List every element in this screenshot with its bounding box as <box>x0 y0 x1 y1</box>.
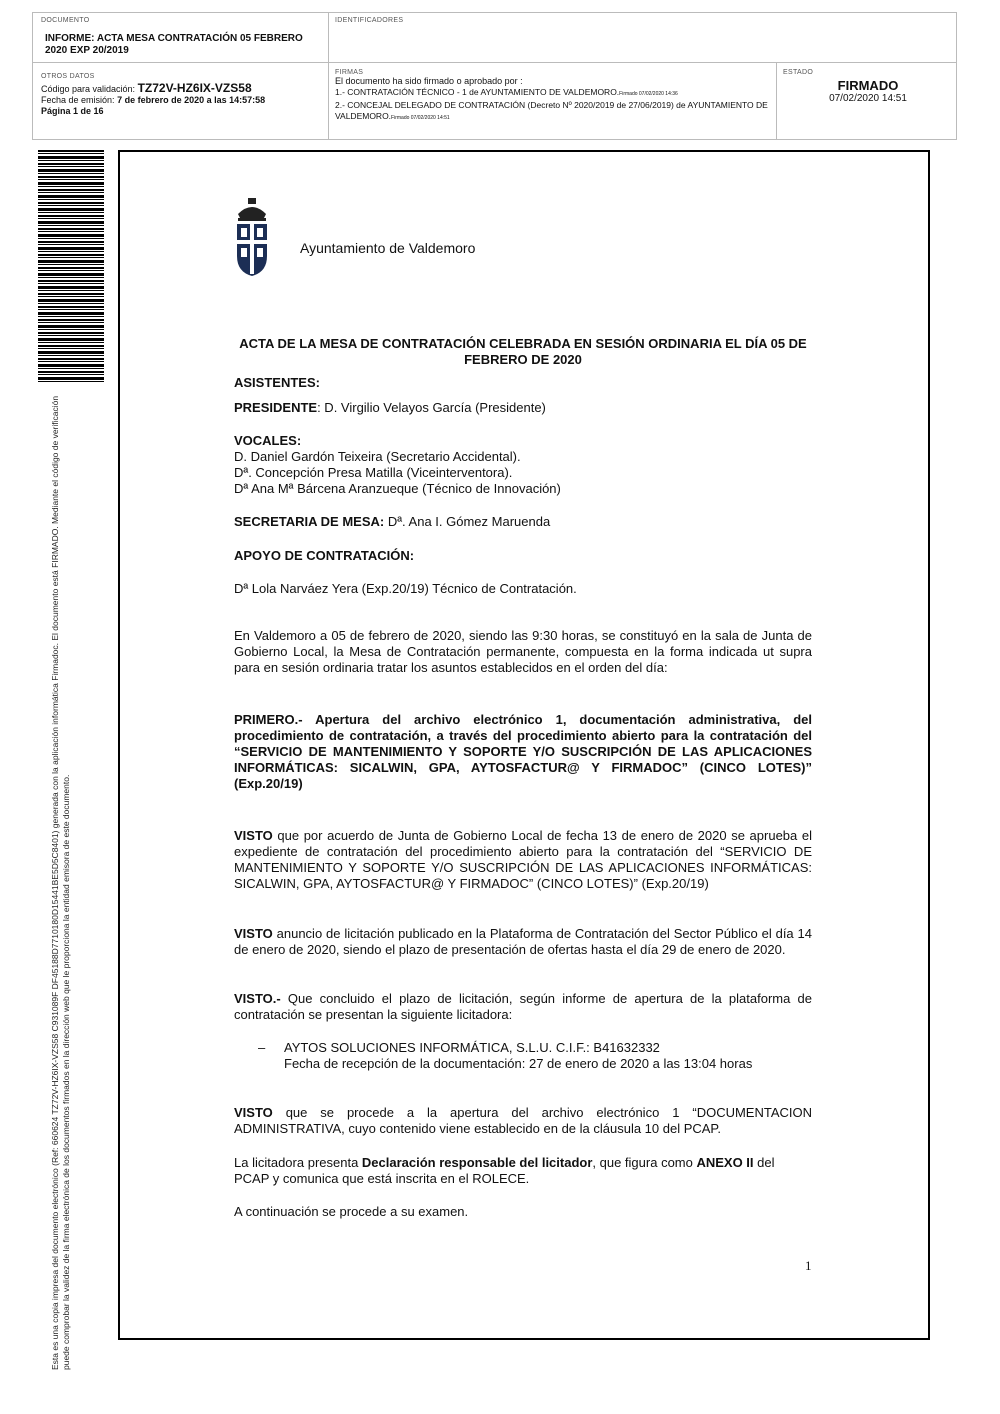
licitadora-text-e: del PCAP y comunica que está inscrita en el ROLECE. <box>234 1155 775 1186</box>
declaracion-responsable: Declaración responsable del licitador <box>361 1155 593 1170</box>
visto-4-text: que se procede a la apertura del archivo electrónico 1 “DOCUMENTACION ADMINISTRATIVA, cuyo contenido viene establecido en de la cláusula 10 del PCAP. <box>234 1105 812 1136</box>
continuacion-line: A continuación se procede a su examen. <box>234 1204 469 1219</box>
licitadora-name: AYTOS SOLUCIONES INFORMÁTICA, S.L.U. C.I.F.: B41632332 <box>284 1040 660 1055</box>
visto-1-label: VISTO <box>234 828 273 843</box>
visto-3-paragraph <box>234 991 812 1023</box>
visto-2-label: VISTO <box>234 926 273 941</box>
document-heading: ACTA DE LA MESA DE CONTRATACIÓN CELEBRADA EN SESIÓN ORDINARIA EL DÍA 05 DE FEBRERO DE 2020 <box>239 336 807 367</box>
list-dash: – <box>258 1040 266 1055</box>
organization-name: Ayuntamiento de Valdemoro <box>300 240 476 256</box>
anexo-ii: ANEXO II <box>696 1155 754 1170</box>
document-title: INFORME: ACTA MESA CONTRATACIÓN 05 FEBRERO 2020 EXP 20/2019 <box>45 33 303 56</box>
estado-value: FIRMADO <box>837 78 899 93</box>
visto-1-text: que por acuerdo de Junta de Gobierno Local de fecha 13 de enero de 2020 se aprueba el expediente de contratación del procedimiento abierto para la contratación del “SERVICIO DE MANTENIMIENTO Y SOPORTE Y/O SUSCRIPCIÓN DE LAS APLICACIONES INFORMÁTICAS: SICALWIN, GPA, AYTOSFACTUR@ Y FIRMADOC” (CINCO LOTES)” (Exp.20/19) <box>234 828 812 891</box>
visto-3-text: Que concluido el plazo de licitación, según informe de apertura de la plataforma de contratación se presentan la siguiente licitadora: <box>234 991 812 1022</box>
licitadora-paragraph <box>234 1155 812 1187</box>
vocal-3: Dª Ana Mª Bárcena Aranzueque (Técnico de Innovación) <box>234 481 561 496</box>
codigo-prefix: Código para validación: <box>41 84 136 94</box>
visto-4-label: VISTO <box>234 1105 273 1120</box>
emission-date: 7 de febrero de 2020 a las 14:57:58 <box>117 95 266 105</box>
page-count: Página 1 de 16 <box>41 106 104 116</box>
coat-of-arms-logo <box>234 198 270 278</box>
apoyo-heading: APOYO DE CONTRATACIÓN: <box>234 548 415 563</box>
firmas-intro: El documento ha sido firmado o aprobado por : <box>335 76 523 86</box>
licitadora-fecha: Fecha de recepción de la documentación: 27 de enero de 2020 a las 13:04 horas <box>284 1056 753 1071</box>
firma-1-stamp: Firmado 07/02/2020 14:36 <box>619 91 678 97</box>
firma-2-stamp: Firmado 07/02/2020 14:51 <box>391 115 450 121</box>
intro-paragraph: En Valdemoro a 05 de febrero de 2020, siendo las 9:30 horas, se constituyó en la sala de Junta de Gobierno Local, la Mesa de Contratación permanente, compuesta en la forma indicada ut supra para en sesión ordinaria tratar los asuntos establecidos en el orden del día: <box>234 628 812 675</box>
firmas-label: FIRMAS <box>335 69 364 76</box>
visto-2-paragraph <box>234 926 812 958</box>
licitadora-text-a: La licitadora presenta <box>234 1155 362 1170</box>
primero-paragraph: PRIMERO.- Apertura del archivo electrónico 1, documentación administrativa, del procedimiento de contratación, a través del procedimiento abierto para la contratación del “SERVICIO DE MANTENIMIENTO Y SOPORTE Y/O SUSCRIPCIÓN DE LAS APLICACIONES INFORMÁTICAS: SICALWIN, GPA, AYTOSFACTUR@ Y FIRMADOC” (CINCO LOTES)” (Exp.20/19) <box>234 712 812 791</box>
apoyo-value: Dª Lola Narváez Yera (Exp.20/19) Técnico de Contratación. <box>234 581 577 596</box>
firma-1: 1.- CONTRATACIÓN TÉCNICO - 1 de AYUNTAMIENTO DE VALDEMORO. <box>335 87 620 97</box>
otros-datos-label: OTROS DATOS <box>41 73 95 80</box>
validation-code: TZ72V-HZ6IX-VZS58 <box>137 81 252 95</box>
presidente-value: : D. Virgilio Velayos García (Presidente) <box>317 400 546 415</box>
estado-date: 07/02/2020 14:51 <box>829 93 907 104</box>
secretaria-line <box>234 514 812 530</box>
licitadora-item <box>258 1040 812 1072</box>
firma-2: 2.- CONCEJAL DELEGADO DE CONTRATACIÓN (Decreto Nº 2020/2019 de 27/06/2019) de AYUNTAMIENTO DE VALDEMORO. <box>335 100 768 121</box>
presidente-label: PRESIDENTE <box>234 400 318 415</box>
secretaria-label: SECRETARIA DE MESA: <box>234 514 385 529</box>
visto-1-paragraph <box>234 828 812 892</box>
vocal-2: Dª. Concepción Presa Matilla (Viceinterventora). <box>234 465 513 480</box>
page-number: 1 <box>805 1258 812 1273</box>
licitadora-text-c: , que figura como <box>592 1155 697 1170</box>
visto-3-label: VISTO.- <box>234 991 281 1006</box>
visto-2-text: anuncio de licitación publicado en la Plataforma de Contratación del Sector Público el día 14 de enero de 2020, siendo el plazo de presentación de ofertas hasta el día 29 de enero de 2020. <box>234 926 812 957</box>
identificadores-label: IDENTIFICADORES <box>335 17 404 24</box>
barcode <box>38 150 104 382</box>
documento-label: DOCUMENTO <box>41 17 90 24</box>
secretaria-value: Dª. Ana I. Gómez Maruenda <box>384 514 551 529</box>
asistentes-heading: ASISTENTES: <box>234 375 320 390</box>
vocales-heading: VOCALES: <box>234 433 302 448</box>
presidente-line <box>234 400 812 416</box>
vocal-1: D. Daniel Gardón Teixeira (Secretario Accidental). <box>234 449 521 464</box>
fecha-prefix: Fecha de emisión: <box>41 95 115 105</box>
document-header <box>32 12 957 140</box>
estado-label: ESTADO <box>783 69 814 76</box>
visto-4-paragraph <box>234 1105 812 1137</box>
verification-side-text: Esta es una copia impresa del documento electrónico (Ref: 660624 TZ72V-HZ6IX-VZS58 C931089F DF45188D7710180D15441BE5D5C8401) generada con la aplicación informática Firmadoc. El documento está FIRMADO. Mediante el código de verificación puede comprobar la validez de la firma electrónica de los documentos firmados en la dirección web que le proporciona la entidad emisora de este documento. <box>50 395 71 1370</box>
